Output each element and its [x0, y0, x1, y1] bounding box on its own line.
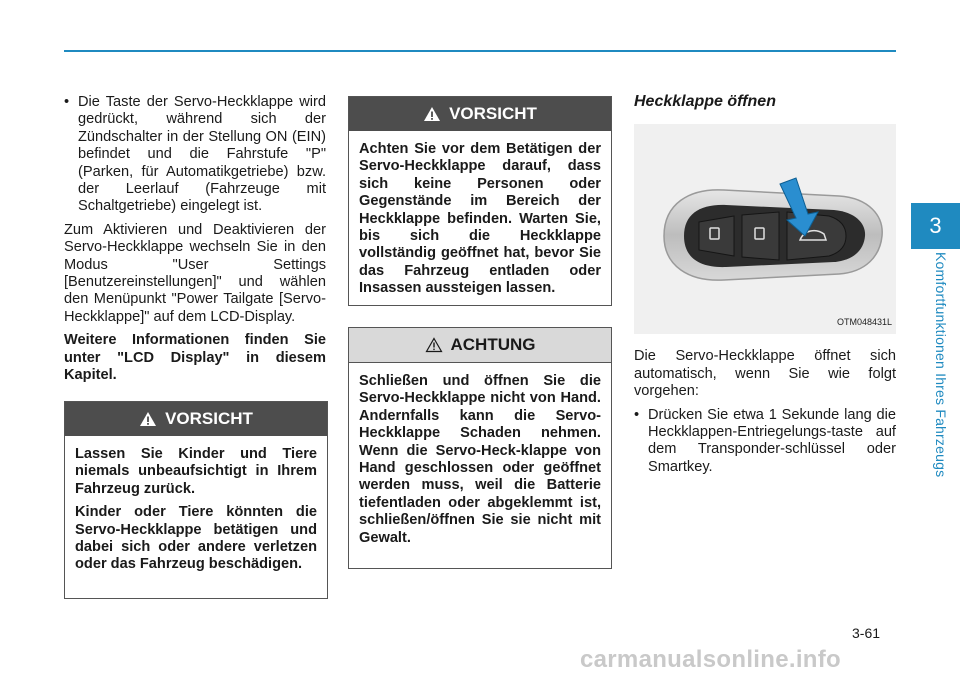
caution-body	[65, 436, 327, 590]
figure-code: OTM048431L	[836, 317, 892, 327]
caution-box-children	[64, 401, 328, 599]
caution-title: VORSICHT	[449, 104, 537, 123]
list-item	[64, 94, 326, 216]
caution-body	[349, 131, 611, 314]
list-item-text: Drücken Sie etwa 1 Sekunde lang die Heckklappen-Entriegelungs-taste auf dem Transponder-schlüssel oder Smartkey.	[648, 406, 896, 475]
column-right	[634, 93, 896, 482]
caution-header	[349, 97, 611, 131]
header-rule	[64, 50, 896, 52]
caution-text: Achten Sie vor dem Betätigen der Servo-Heckklappe darauf, dass sich keine Personen oder Gegenstände im Bereich der Heckklappe befinden. Warten Sie, bis sich die Heckklappe vollständig geöffnet hat, bevor Sie das Fahrzeug entladen oder Insassen aussteigen lassen.	[359, 141, 601, 297]
paragraph: Zum Aktivieren und Deaktivieren der Servo-Heckklappe wechseln Sie in den Modus "User Settings [Benutzereinstellungen]" und wählen den Menüpunkt "Power Tailgate [Servo-Heckklappe]" auf dem LCD-Display.	[64, 221, 326, 325]
smart-key-icon	[634, 124, 896, 334]
list-item-text: Die Taste der Servo-Heckklappe wird gedrückt, während sich der Zündschalter in der Stellung ON (EIN) befindet und die Fahrstufe "P" (Parken, für Automatikgetriebe) bzw. der Leerlauf (Fahrzeuge mit Schaltgetriebe) eingelegt ist.	[78, 94, 326, 215]
notice-header	[349, 328, 611, 363]
notice-title: ACHTUNG	[450, 335, 536, 354]
chapter-tab: 3	[911, 203, 960, 249]
chapter-label: Komfortfunktionen Ihres Fahrzeugs	[933, 252, 949, 478]
warning-triangle-icon	[425, 337, 443, 353]
section-title: Heckklappe öffnen	[634, 93, 776, 110]
watermark: carmanualsonline.info	[580, 646, 842, 673]
key-figure	[634, 124, 896, 334]
caution-header	[65, 402, 327, 436]
page-number: 3-61	[852, 625, 881, 641]
paragraph-reference: Weitere Informationen finden Sie unter "LCD Display" in diesem Kapitel.	[64, 332, 326, 384]
list-item	[634, 407, 896, 477]
paragraph: Die Servo-Heckklappe öffnet sich automatisch, wenn Sie wie folgt vorgehen:	[634, 348, 896, 400]
bullet-dot: •	[64, 94, 70, 110]
notice-text: Schließen und öffnen Sie die Servo-Heckklappe nicht von Hand. Andernfalls kann die Servo-Heckklappe Schaden nehmen. Wenn die Servo-Heck-klappe von Hand geschlossen oder geöffnet werden muss, weil die Batterie tiefentladen oder abgeklemmt ist, schließen/öffnen Sie sie nicht mit Gewalt.	[359, 373, 601, 546]
caution-text: Kinder oder Tiere könnten die Servo-Heckklappe betätigen und dabei sich oder andere verletzen oder das Fahrzeug beschädigen.	[75, 504, 317, 573]
notice-box	[348, 327, 612, 569]
column-left	[64, 94, 326, 391]
warning-triangle-icon	[423, 106, 441, 122]
notice-body	[349, 363, 611, 563]
warning-triangle-icon	[139, 411, 157, 427]
caution-title: VORSICHT	[165, 409, 253, 428]
caution-text: Lassen Sie Kinder und Tiere niemals unbeaufsichtigt in Ihrem Fahrzeug zurück.	[75, 446, 317, 497]
bullet-dot: •	[634, 406, 640, 423]
caution-box-area	[348, 96, 612, 306]
